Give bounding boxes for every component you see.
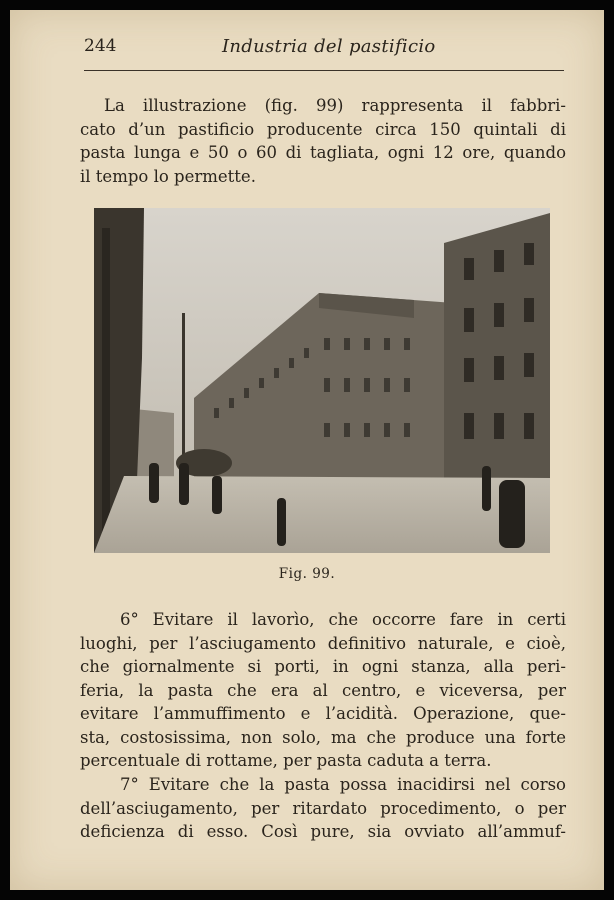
book-page	[10, 10, 604, 890]
text-line: 7° Evitare che la pasta possa inacidirsi nel corso	[120, 775, 566, 794]
text-line: feria, la pasta che era al centro, e viceversa, per	[80, 680, 566, 700]
figure-photograph	[94, 208, 550, 553]
text-line: 6° Evitare il lavorìo, che occorre fare in certi	[120, 610, 566, 629]
text-line: pasta lunga e 50 o 60 di tagliata, ogni 12 ore, quando	[80, 143, 566, 162]
paragraph-7	[80, 773, 566, 844]
intro-paragraph	[80, 94, 566, 188]
page-header	[84, 36, 564, 71]
text-line: deficienza di esso. Così pure, sia ovviato all’ammuf-	[80, 822, 566, 841]
text-line: il tempo lo permette.	[80, 166, 256, 186]
street-photograph-icon	[94, 208, 550, 553]
text-line: cato d’un pastificio producente circa 150 quintali di	[80, 119, 566, 139]
text-line: sta, costosissima, non solo, ma che produce una forte	[80, 727, 566, 747]
text-line: evitare l’ammuffimento e l’acidità. Operazione, que-	[80, 704, 566, 723]
text-line: dell’asciugamento, per ritardato procedimento, o per	[80, 798, 566, 818]
text-line: che giornalmente si porti, in ogni stanza, alla peri-	[80, 657, 566, 676]
paragraph-6	[80, 608, 566, 773]
text-line: La illustrazione (fig. 99) rappresenta il fabbri-	[104, 96, 566, 115]
text-line: percentuale di rottame, per pasta caduta a terra.	[80, 751, 492, 770]
figure-caption: Fig. 99.	[278, 566, 336, 582]
page-number: 244	[84, 36, 117, 56]
running-title: Industria del pastificio	[222, 36, 436, 57]
text-line: luoghi, per l’asciugamento definitivo naturale, e cioè,	[80, 633, 566, 653]
